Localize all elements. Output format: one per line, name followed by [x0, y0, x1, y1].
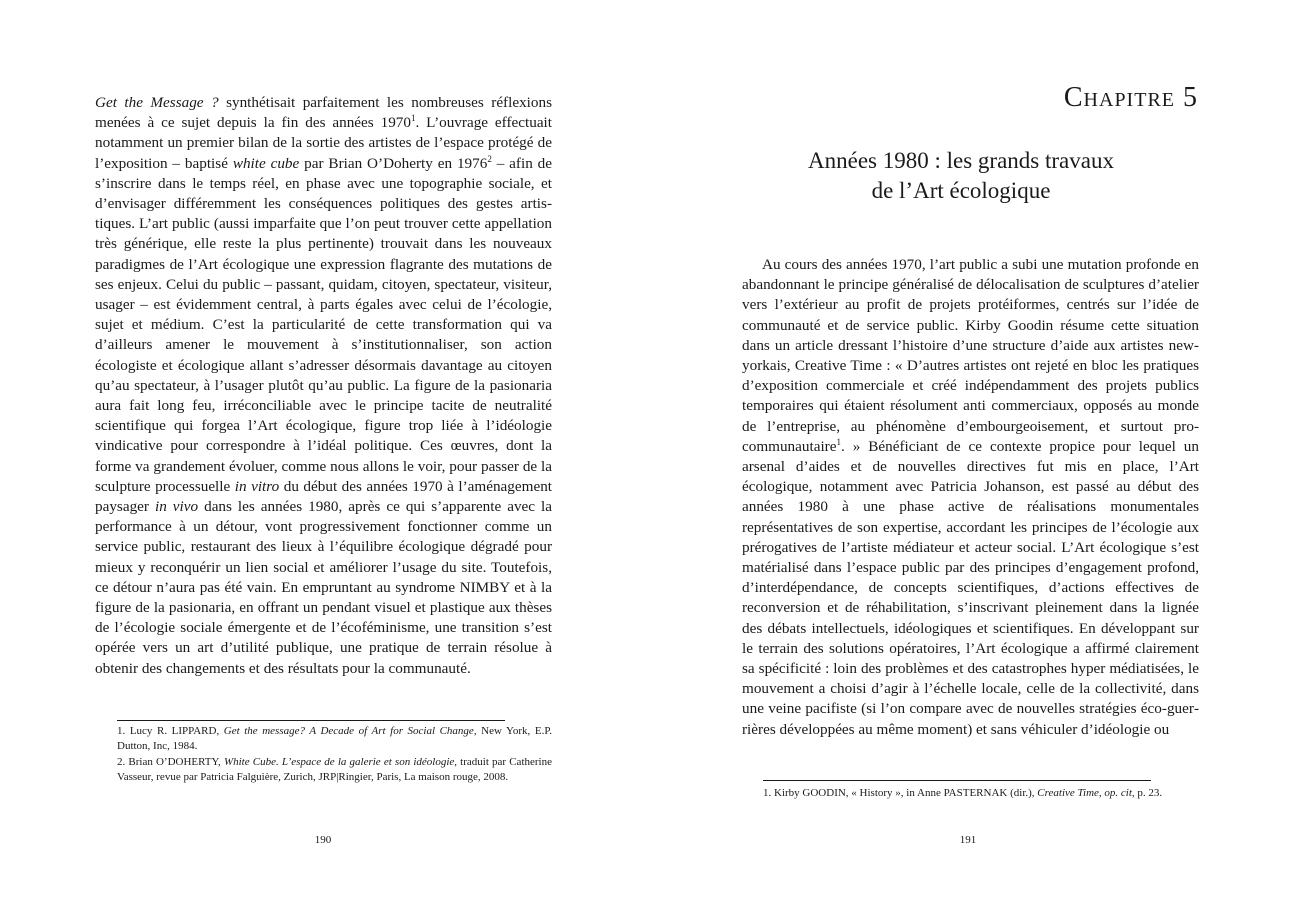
page-number-right: 191: [959, 834, 977, 846]
chapter-title-line-2: de l’Art écologique: [871, 178, 1051, 203]
italic-text: Creative Time, op. cit: [1037, 787, 1132, 799]
chapter-title-line-1: Années 1980 : les grands travaux: [808, 148, 1114, 173]
text-run: 1. Kirby GOODIN, « History », in Anne PASTERNAK (dir.),: [763, 787, 1038, 799]
chapter-label: Chapitre 5: [1063, 82, 1198, 113]
text-run: par Brian O’Doherty en 1976: [299, 154, 488, 172]
footnote-separator: [117, 720, 505, 721]
footnote-reference: 2: [487, 153, 492, 164]
italic-text: in vitro: [234, 477, 280, 495]
text-run: 1. Lucy R. LIPPARD,: [117, 725, 224, 737]
footnote-1: [763, 786, 1199, 801]
text-run: dans les années 1980, après ce qui s’apparente avec la performance à un détour, vont progressivement fonctionner comme un service public, restaurant des lieux à l’équilibre écologique dégradé pour mieux y reconquérir un lien social et améliorer l’usage du site. Toutefois, ce détour n’aura pas été vain. En empruntant au syndrome NIMBY et à la figure de la pasionaria, en offrant un pendant visuel et plastique aux thèses de l’écologie sociale émergente et de l’écoféminisme, une transition s’est opérée vers un art d’utilité publique, une pratique de terrain résolue à obtenir des changements et des résultats pour la communauté.: [95, 498, 552, 677]
footnote-reference: 1: [836, 436, 841, 447]
right-paragraph-1: [742, 255, 1199, 740]
right-footnotes: [763, 786, 1199, 801]
text-run: , p. 23.: [1131, 787, 1163, 799]
text-run: – afin de s’inscrire dans le temps réel, en phase avec une topographie sociale, et d’envisager différemment les conséquences politiques des gestes artistiques. L’art public (aussi imparfaite que l’on peut trouver cette appellation très générique, elle reste la plus pertinente) trouvait dans les nouveaux paradigmes de l’Art écologique une expression flagrante des mutations de ses enjeux. Celui du public – passant, quidam, citoyen, spectateur, visiteur, usager – est évidemment central, à parts égales avec celui de l’écologie, sujet et médium. C’est la particularité de cette transformation qui va d’ailleurs amener le mouvement à s’institutionnaliser, son action écologiste et écologique allant s’adresser désormais davantage au citoyen qu’au spectateur, à l’usager plutôt qu’au public. La figure de la pasionaria aura fait long feu, irréconciliable avec le principe tacite de neutralité scientifique qui forgea l’Art écologique, figure trop liée à l’idéologie vindicative pour correspondre à l’idéal politique. Ces œuvres, dont la forme va grandement évoluer, comme nous allons le voir, pour passer de la sculpture processuelle: [95, 154, 553, 495]
text-run: , New York, E.P. Dutton, Inc, 1984.: [117, 725, 552, 753]
left-paragraph-1: [95, 93, 552, 679]
italic-text: Get the message? A Decade of Art for Social Change: [223, 725, 474, 737]
left-body-text: [95, 93, 552, 679]
text-run: . » Bénéficiant de ce contexte propice pour lequel un arsenal d’aides et de nouvelles directives fut mis en place, l’Art écologique, notamment avec Patricia Johanson, est passé au début des années 1980 à une phase active de réalisations monumentales représentatives de son expertise, accordant les principes de l’écologie aux prérogatives de l’artiste médiateur et acteur social. L’Art écologique s’est matérialisé dans l’espace public par des principes d’engagement profond, d’interdépendance, de concepts scientifiques, d’actions effectives de reconversion et de réhabilitation, s’inscrivant pleinement dans la lignée des débats intellectuels, idéologiques et scientifiques. En développant sur le terrain des solutions opératoires, l’Art écologique a affirmé clairement sa spécificité : loin des problèmes et des catastrophes hyper médiatisées, le mouvement a choisi d’agir à l’échelle locale, celle de la collectivité, dans une veine pacifiste (si l’on compare avec de nouvelles stratégies éco-guerrières développées au même moment) et sans véhiculer d’idéologie ou: [742, 437, 1199, 738]
right-body-text: [742, 255, 1199, 740]
left-footnotes: [117, 724, 552, 785]
italic-text: Get the Message ?: [95, 94, 219, 111]
text-run: synthétisait parfaitement les nombreuses réflexions menées à ce sujet depuis la fin des années 1970: [95, 94, 552, 132]
italic-text: White Cube. L’espace de la galerie et son idéologie: [223, 755, 455, 768]
text-run: du début des années 1970 à l’aménagement paysager: [95, 477, 553, 516]
page-number-left: 190: [314, 834, 332, 846]
text-run: Au cours des années 1970, l’art public a subi une mutation profonde en abandonnant le principe généralisé de délocalisation de sculptures d’atelier vers l’extérieur au profit de projets protéiformes, centrés sur l’idée de communauté et de service public. Kirby Goodin résume cette situation dans un article dressant l’histoire d’une structure d’aide aux artistes new-yorkais, Creative Time : « D’autres artistes ont rejeté en bloc les pratiques d’exposition commerciale et créé indépendamment des projets publics temporaires qui étaient résolument anti commerciaux, opposés au monde de l’entreprise, au phénomène d’embourgeoisement, et surtout pro-communautaire: [742, 256, 1199, 455]
footnote-1: [117, 724, 552, 755]
text-run: . L’ouvrage effectuait notamment un premier bilan de la sortie des artistes de l’espace protégé de l’exposition – baptisé: [95, 114, 552, 172]
text-run: , traduit par Catherine Vasseur, revue par Patricia Falguière, Zurich, JRP|Ringier, Paris, La maison rouge, 2008.: [117, 755, 552, 783]
right-page: [646, 0, 1292, 904]
footnote-2: [117, 755, 552, 786]
italic-text: in vivo: [154, 498, 199, 516]
italic-text: white cube: [232, 154, 300, 172]
text-run: 2. Brian O’DOHERTY,: [117, 755, 224, 768]
footnote-reference: 1: [410, 113, 416, 124]
chapter-title: [796, 146, 1126, 206]
footnote-separator: [763, 780, 1151, 781]
